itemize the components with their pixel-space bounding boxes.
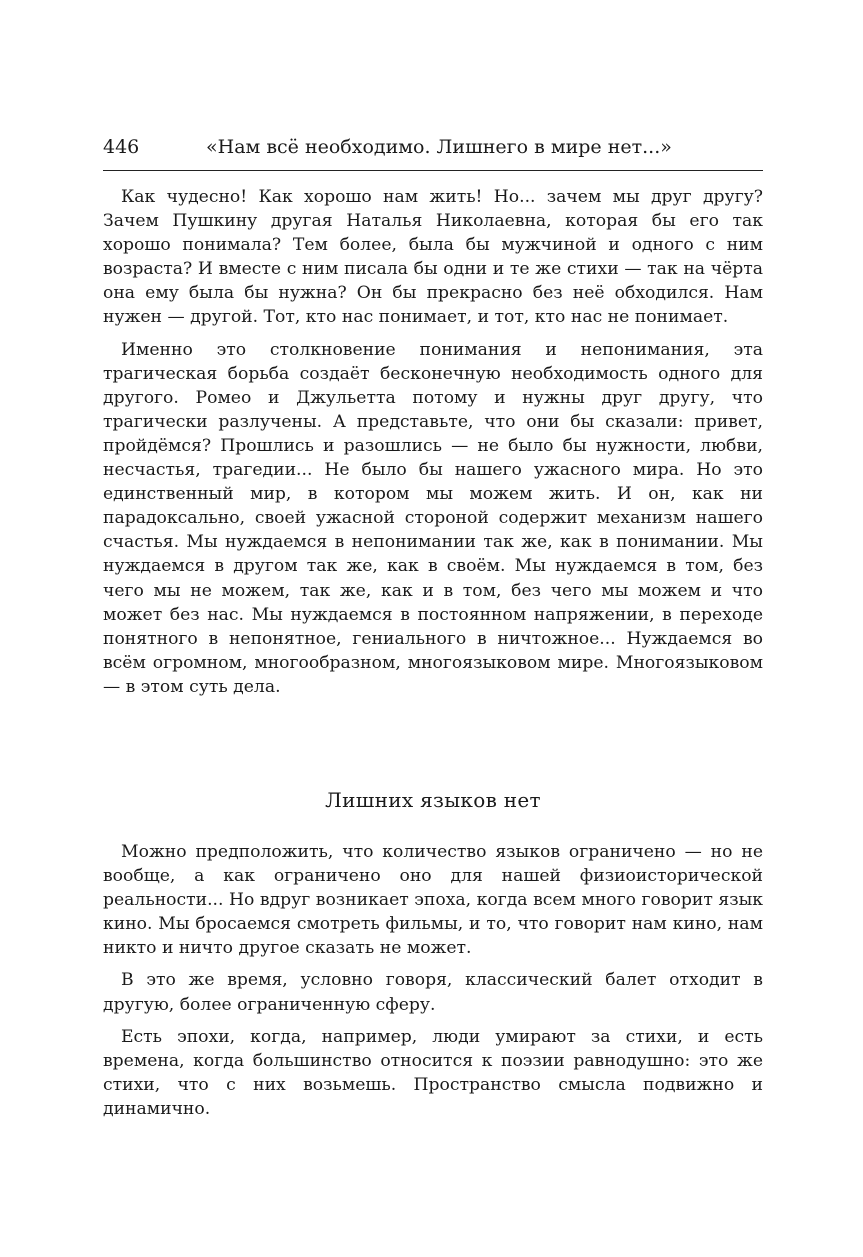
- paragraph: Именно это столкновение понимания и непонимания, эта трагическая борьба создаёт бесконечную необходимость одного для другого. Ромео и Джульетта потому и нужны друг другу, что трагически разлучены. А представьте, что они бы сказали: привет, пройдёмся? Прошлись и разошлись — не было бы нужности, любви, несчастья, трагедии... Не было бы нашего ужасного мира. Но это единственный мир, в котором мы можем жить. И он, как ни парадоксально, своей ужасной стороной содержит механизм нашего счастья. Мы нуждаемся в непонимании так же, как в понимании. Мы нуждаемся в другом так же, как в своём. Мы нуждаемся в том, без чего мы не можем, так же, как и в том, без чего мы можем и что может без нас. Мы нуждаемся в постоянном напряжении, в переходе понятного в непонятное, гениального в ничтожное... Нуждаемся во всём огромном, многообразном, многоязыковом мире. Многоязыковом — в этом суть дела.: [103, 339, 763, 697]
- section-heading: Лишних языков нет: [325, 788, 541, 812]
- paragraph: Как чудесно! Как хорошо нам жить! Но... зачем мы друг другу? Зачем Пушкину другая Наталья Николаевна, которая бы его так хорошо понимала? Тем более, была бы мужчиной и одного с ним возраста? И вместе с ним писала бы одни и те же стихи — так на чёрта она ему была бы нужна? Он бы прекрасно без неё обходился. Нам нужен — другой. Тот, кто нас понимает, и тот, кто нас не понимает.: [103, 187, 763, 328]
- running-title: «Нам всё необходимо. Лишнего в мире нет...»: [206, 136, 672, 158]
- paragraph: Можно предположить, что количество языков ограничено — но не вообще, а как ограничено оно для нашей физиоисторической реальности... Но вдруг возникает эпоха, когда всем много говорит язык кино. Мы бросаемся смотреть фильмы, и то, что говорит нам кино, нам никто и ничто другое сказать не может.: [103, 842, 763, 959]
- page-number: 446: [103, 136, 140, 158]
- paragraph: Есть эпохи, когда, например, люди умирают за стихи, и есть времена, когда большинство относится к поэзии равнодушно: это же стихи, что с них возьмешь. Пространство смысла подвижно и динамично.: [103, 1026, 763, 1119]
- running-head: [103, 133, 763, 161]
- text-block-section: [103, 840, 763, 1129]
- header-divider: [103, 170, 763, 171]
- text-block-intro: [103, 185, 763, 707]
- paragraph: В это же время, условно говоря, классический балет отходит в другую, более ограниченную сферу.: [103, 970, 763, 1015]
